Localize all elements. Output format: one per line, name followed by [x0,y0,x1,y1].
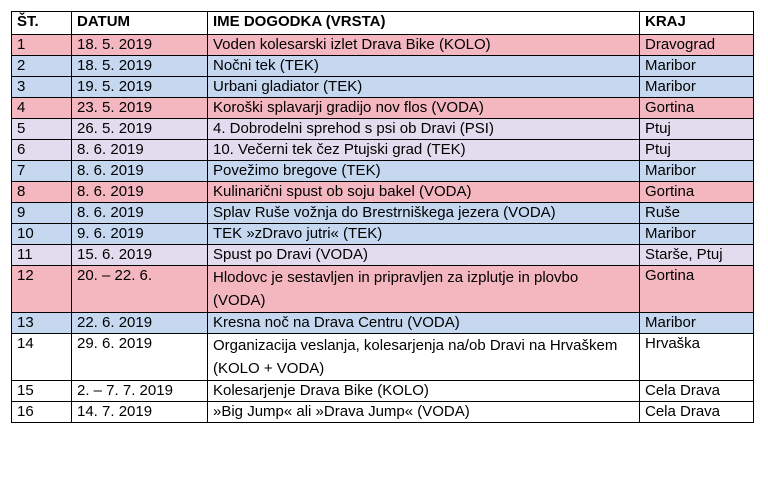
header-number: ŠT. [12,12,72,35]
row-date: 14. 7. 2019 [72,402,208,423]
row-number: 15 [12,381,72,402]
row-place: Maribor [640,56,754,77]
row-place: Maribor [640,313,754,334]
table-body [12,35,754,423]
row-event: Kresna noč na Drava Centru (VODA) [208,313,640,334]
row-date: 29. 6. 2019 [72,334,208,381]
table-row [12,140,754,161]
row-place: Gortina [640,182,754,203]
row-date: 18. 5. 2019 [72,35,208,56]
row-date: 20. – 22. 6. [72,266,208,313]
table-row [12,161,754,182]
row-place: Maribor [640,224,754,245]
row-date: 22. 6. 2019 [72,313,208,334]
header-place: KRAJ [640,12,754,35]
row-place: Gortina [640,266,754,313]
row-number: 8 [12,182,72,203]
row-event: Kulinarični spust ob soju bakel (VODA) [208,182,640,203]
row-place: Cela Drava [640,402,754,423]
row-number: 9 [12,203,72,224]
table-row [12,245,754,266]
table-header [12,12,754,35]
row-event: Urbani gladiator (TEK) [208,77,640,98]
row-date: 15. 6. 2019 [72,245,208,266]
row-date: 19. 5. 2019 [72,77,208,98]
table-row [12,224,754,245]
events-table [11,11,754,423]
row-event: Voden kolesarski izlet Drava Bike (KOLO) [208,35,640,56]
table-row [12,402,754,423]
row-event: Spust po Dravi (VODA) [208,245,640,266]
row-number: 7 [12,161,72,182]
row-number: 12 [12,266,72,313]
row-event: Koroški splavarji gradijo nov flos (VODA) [208,98,640,119]
table-row [12,35,754,56]
row-place: Ptuj [640,140,754,161]
table-row [12,266,754,313]
table-row [12,203,754,224]
row-place: Ruše [640,203,754,224]
header-event: IME DOGODKA (VRSTA) [208,12,640,35]
header-date: DATUM [72,12,208,35]
row-event: »Big Jump« ali »Drava Jump« (VODA) [208,402,640,423]
row-place: Dravograd [640,35,754,56]
table-row [12,334,754,381]
row-place: Hrvaška [640,334,754,381]
row-number: 14 [12,334,72,381]
row-place: Cela Drava [640,381,754,402]
row-number: 6 [12,140,72,161]
header-row [12,12,754,35]
row-place: Starše, Ptuj [640,245,754,266]
table-row [12,56,754,77]
row-event: Nočni tek (TEK) [208,56,640,77]
row-event: 4. Dobrodelni sprehod s psi ob Dravi (PSI) [208,119,640,140]
row-number: 4 [12,98,72,119]
row-event: Kolesarjenje Drava Bike (KOLO) [208,381,640,402]
row-number: 13 [12,313,72,334]
row-date: 8. 6. 2019 [72,140,208,161]
row-date: 2. – 7. 7. 2019 [72,381,208,402]
row-date: 18. 5. 2019 [72,56,208,77]
row-number: 11 [12,245,72,266]
row-event: Hlodovc je sestavljen in pripravljen za izplutje in plovbo (VODA) [208,266,640,313]
row-date: 9. 6. 2019 [72,224,208,245]
row-place: Maribor [640,161,754,182]
row-number: 1 [12,35,72,56]
row-number: 5 [12,119,72,140]
row-place: Gortina [640,98,754,119]
row-event: Splav Ruše vožnja do Brestrniškega jezera (VODA) [208,203,640,224]
row-number: 2 [12,56,72,77]
row-number: 3 [12,77,72,98]
row-event: Povežimo bregove (TEK) [208,161,640,182]
row-date: 26. 5. 2019 [72,119,208,140]
row-date: 8. 6. 2019 [72,161,208,182]
row-date: 8. 6. 2019 [72,182,208,203]
table-row [12,98,754,119]
row-date: 23. 5. 2019 [72,98,208,119]
row-event: 10. Večerni tek čez Ptujski grad (TEK) [208,140,640,161]
row-place: Maribor [640,77,754,98]
table-row [12,381,754,402]
row-date: 8. 6. 2019 [72,203,208,224]
table-row [12,77,754,98]
row-number: 10 [12,224,72,245]
table-row [12,182,754,203]
table-row [12,119,754,140]
row-event: Organizacija veslanja, kolesarjenja na/ob Dravi na Hrvaškem (KOLO + VODA) [208,334,640,381]
row-number: 16 [12,402,72,423]
row-place: Ptuj [640,119,754,140]
table-row [12,313,754,334]
row-event: TEK »zDravo jutri« (TEK) [208,224,640,245]
